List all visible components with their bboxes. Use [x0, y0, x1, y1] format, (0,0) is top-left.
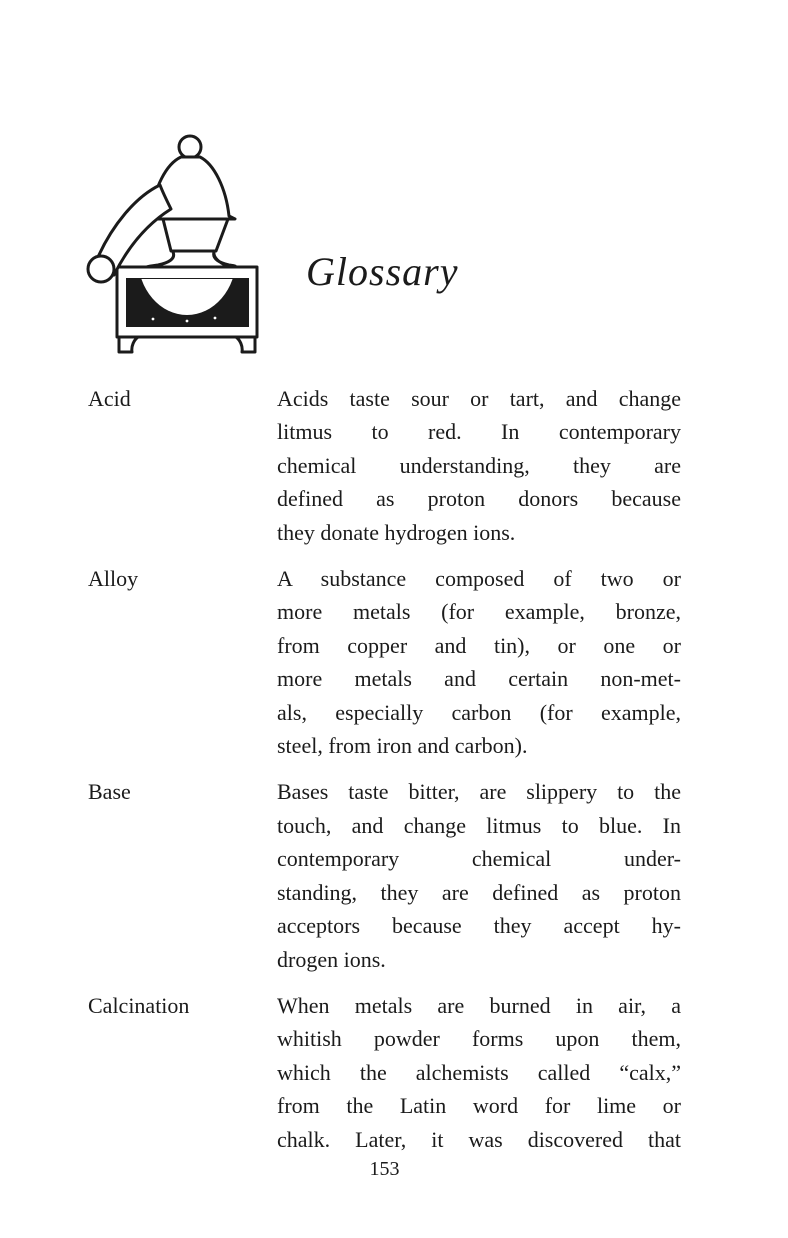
- definition-line: drogen ions.: [277, 946, 386, 972]
- glossary-term: Base: [88, 779, 131, 805]
- glossary-term: Calcination: [88, 992, 190, 1018]
- glossary-definition: [277, 775, 681, 975]
- alembic-collar: [163, 219, 228, 251]
- alembic-spout-tip: [88, 256, 114, 282]
- glossary-definition: [277, 382, 681, 549]
- glossary-term: Alloy: [88, 566, 139, 592]
- definition-line: als, especially carbon (for example,: [277, 699, 681, 725]
- glossary-definition: [277, 562, 681, 762]
- definition-line: standing, they are defined as proton: [277, 879, 681, 905]
- definition-line: When metals are burned in air, a: [277, 992, 681, 1018]
- definition-line: chalk. Later, it was discovered that: [277, 1126, 681, 1152]
- glossary-entry: [88, 562, 681, 762]
- furnace-speck: [214, 317, 217, 320]
- glossary-list: [88, 382, 681, 1169]
- definition-line: contemporary chemical under-: [277, 846, 681, 872]
- definition-line: steel, from iron and carbon).: [277, 733, 528, 759]
- definition-line: touch, and change litmus to blue. In: [277, 812, 681, 838]
- definition-line: Acids taste sour or tart, and change: [277, 386, 681, 411]
- definition-line: from copper and tin), or one or: [277, 632, 681, 658]
- furnace-speck: [152, 318, 155, 321]
- definition-line: chemical understanding, they are: [277, 452, 681, 478]
- definition-line: more metals (for example, bronze,: [277, 599, 681, 625]
- alembic-illustration: [83, 130, 268, 355]
- definition-line: from the Latin word for lime or: [277, 1093, 681, 1119]
- definition-line: more metals and certain non-met-: [277, 666, 681, 692]
- glossary-entry: [88, 775, 681, 975]
- alembic-knob: [179, 136, 201, 158]
- definition-line: litmus to red. In contemporary: [277, 419, 681, 445]
- page-number: 153: [369, 1158, 400, 1180]
- furnace-speck: [186, 320, 189, 323]
- glossary-term: Acid: [88, 386, 131, 411]
- definition-line: defined as proton donors because: [277, 486, 681, 512]
- definition-line: which the alchemists called “calx,”: [277, 1059, 681, 1085]
- glossary-entry: [88, 989, 681, 1156]
- page-title: Glossary: [306, 249, 459, 294]
- definition-line: Bases taste bitter, are slippery to the: [277, 779, 681, 805]
- furnace-foot-right: [236, 337, 255, 352]
- definition-line: A substance composed of two or: [277, 566, 681, 592]
- definition-line: they donate hydrogen ions.: [277, 519, 516, 545]
- furnace-foot-left: [119, 337, 138, 352]
- definition-line: acceptors because they accept hy-: [277, 913, 681, 939]
- glossary-entry: [88, 382, 681, 549]
- definition-line: whitish powder forms upon them,: [277, 1026, 681, 1052]
- glossary-definition: [277, 989, 681, 1156]
